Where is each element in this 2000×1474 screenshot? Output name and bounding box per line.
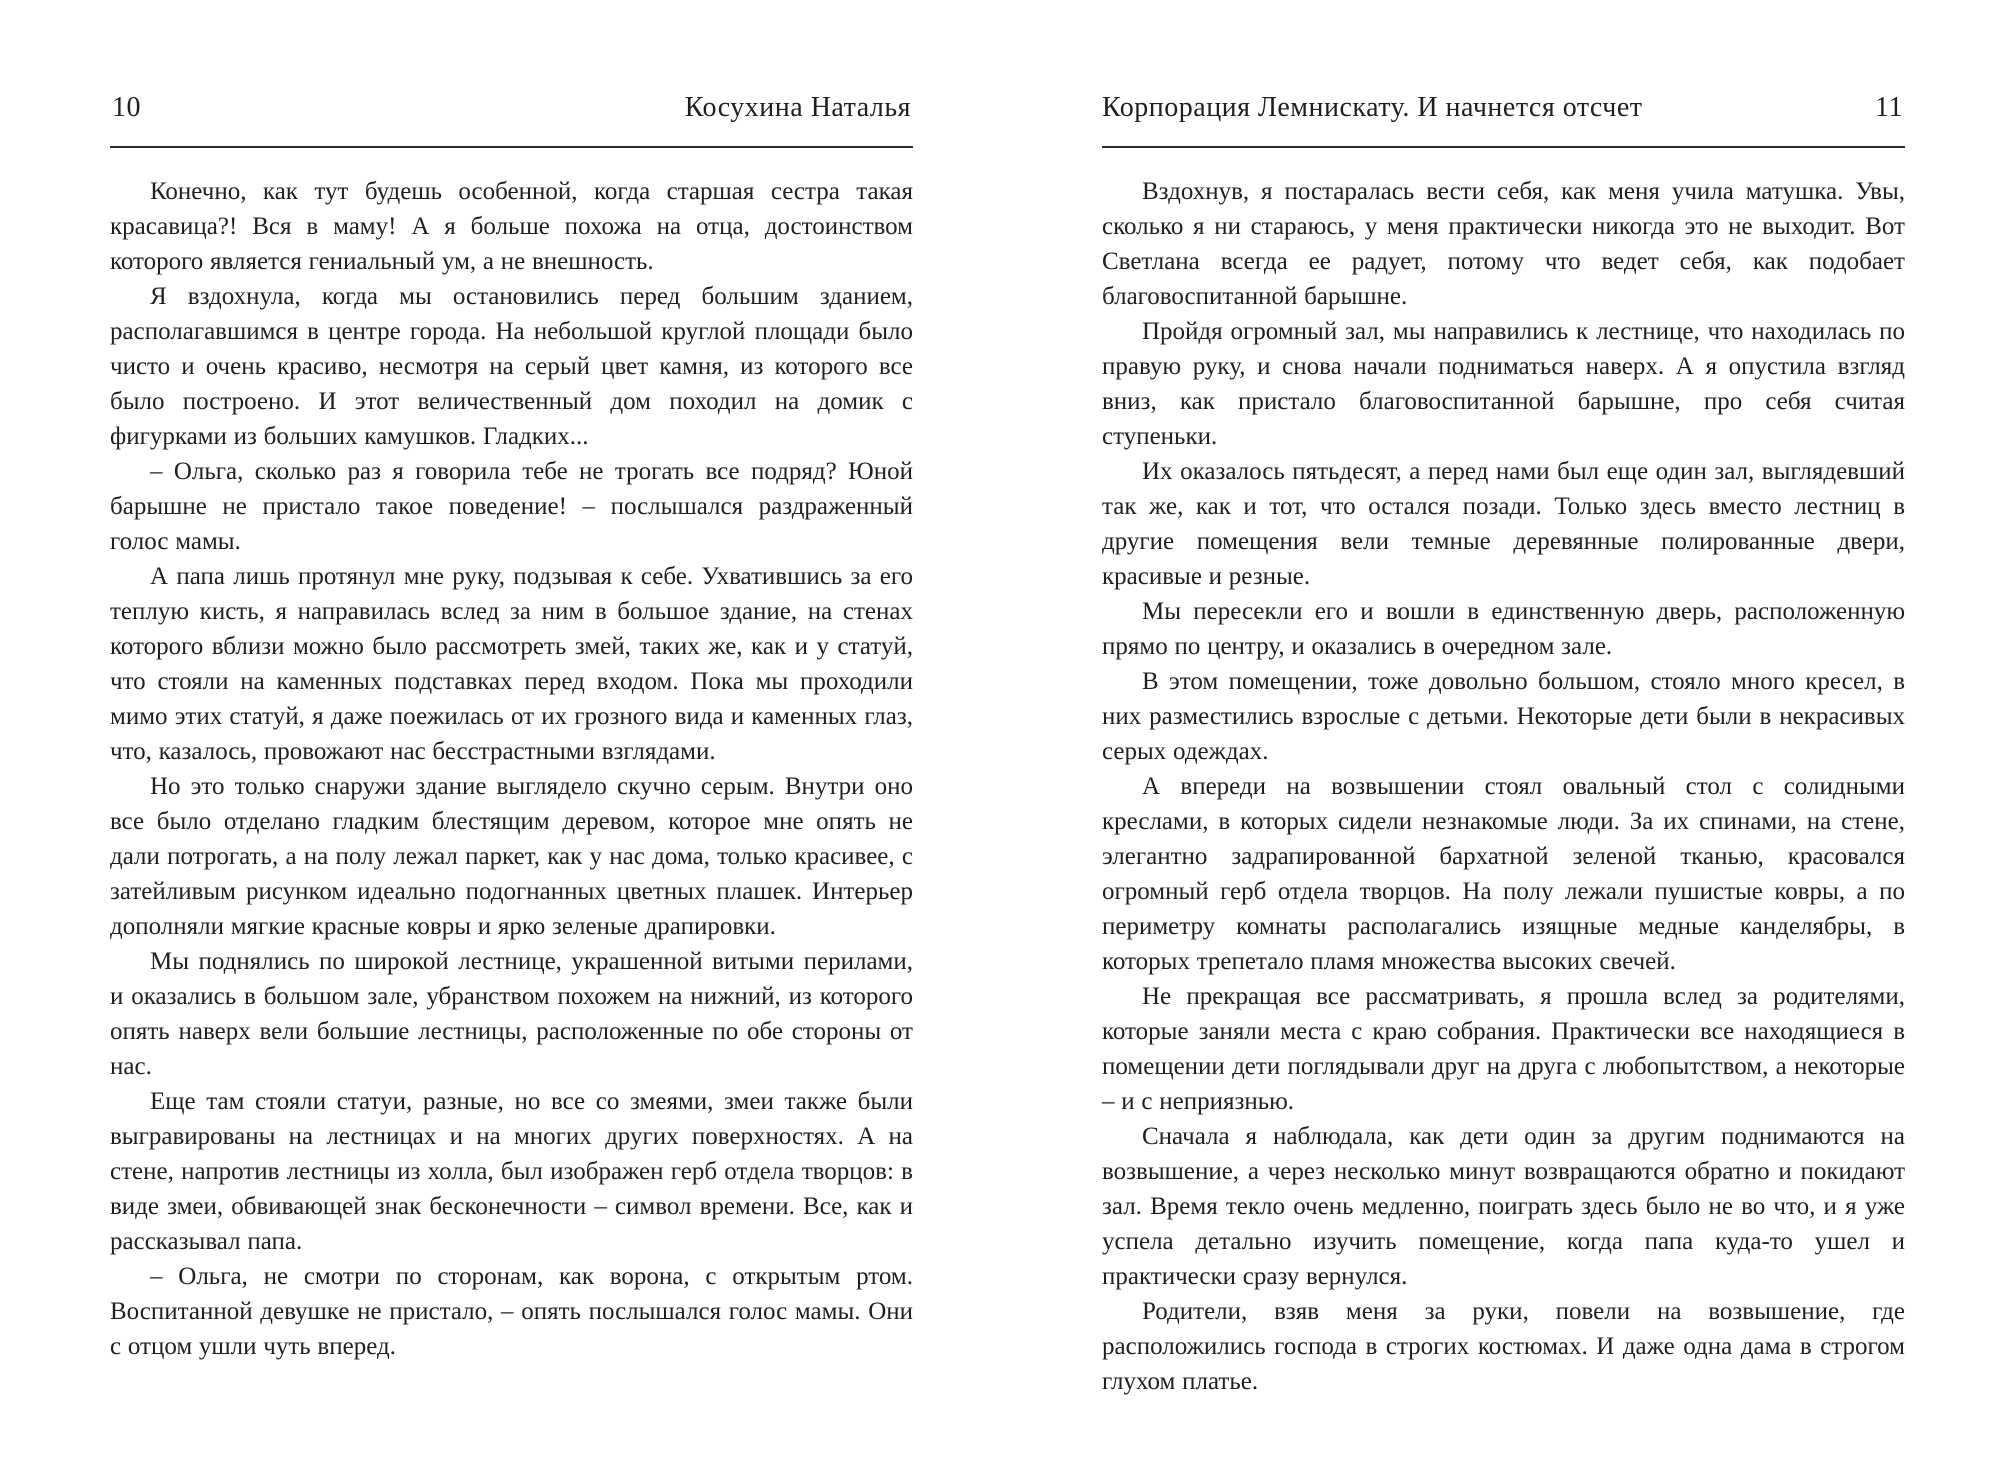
- left-page-body: [110, 174, 913, 1364]
- paragraph: Конечно, как тут будешь особенной, когда старшая сестра такая красавица?! Вся в маму! А я больше похожа на отца, достоинством которого является гениальный ум, а не внешность.: [110, 178, 913, 275]
- left-running-title: Косухина Наталья: [684, 92, 911, 123]
- left-header-rule: [110, 146, 913, 148]
- paragraph: А впереди на возвышении стоял овальный стол с солидными креслами, в которых сидели незнакомые люди. За их спинами, на стене, элегантно задрапированной бархатной зеленой тканью, красовался огромный герб отдела творцов. На полу лежали пушистые ковры, а по периметру комнаты располагались изящные медные канделябры, в которых трепетало пламя множества высоких свечей.: [1102, 773, 1905, 975]
- paragraph: Мы поднялись по широкой лестнице, украшенной витыми перилами, и оказались в большом зале, убранством похожем на нижний, из которого опять наверх вели большие лестницы, расположенные по обе стороны от нас.: [110, 948, 913, 1080]
- paragraph: Пройдя огромный зал, мы направились к лестнице, что находилась по правую руку, и снова начали подниматься наверх. А я опустила взгляд вниз, как пристало благовоспитанной барышне, про себя считая ступеньки.: [1102, 318, 1905, 450]
- paragraph: В этом помещении, тоже довольно большом, стояло много кресел, в них разместились взрослые с детьми. Некоторые дети были в некрасивых серых одеждах.: [1102, 668, 1905, 765]
- paragraph: Мы пересекли его и вошли в единственную дверь, расположенную прямо по центру, и оказались в очередном зале.: [1102, 598, 1905, 660]
- left-running-head: [110, 92, 913, 132]
- paragraph: Родители, взяв меня за руки, повели на возвышение, где расположились господа в строгих костюмах. И даже одна дама в строгом глухом платье.: [1102, 1298, 1905, 1395]
- right-running-title: Корпорация Лемнискату. И начнется отсчет: [1102, 92, 1643, 123]
- paragraph: Еще там стояли статуи, разные, но все со змеями, змеи также были выгравированы на лестницах и на многих других поверхностях. А на стене, напротив лестницы из холла, был изображен герб отдела творцов: в виде змеи, обвивающей знак бесконечности – символ времени. Все, как и рассказывал папа.: [110, 1088, 913, 1255]
- paragraph: Вздохнув, я постаралась вести себя, как меня учила матушка. Увы, сколько я ни стараюсь, у меня практически никогда это не выходит. Вот Светлана всегда ее радует, потому что ведет себя, как подобает благовоспитанной барышне.: [1102, 178, 1905, 310]
- paragraph: Их оказалось пятьдесят, а перед нами был еще один зал, выглядевший так же, как и тот, что остался позади. Только здесь вместо лестниц в другие помещения вели темные деревянные полированные двери, красивые и резные.: [1102, 458, 1905, 590]
- paragraph: Сначала я наблюдала, как дети один за другим поднимаются на возвышение, а через несколько минут возвращаются обратно и покидают зал. Время текло очень медленно, поиграть здесь было не во что, и я уже успела детально изучить помещение, когда папа куда-то ушел и практически сразу вернулся.: [1102, 1123, 1905, 1290]
- right-header-rule: [1102, 146, 1905, 148]
- right-page-body: [1102, 174, 1905, 1399]
- paragraph: Не прекращая все рассматривать, я прошла вслед за родителями, которые заняли места с краю собрания. Практически все находящиеся в помещении дети поглядывали друг на друга с любопытством, а некоторые – и с неприязнью.: [1102, 983, 1905, 1115]
- paragraph: Я вздохнула, когда мы остановились перед большим зданием, располагавшимся в центре города. На небольшой круглой площади было чисто и очень красиво, несмотря на серый цвет камня, из которого все было построено. И этот величественный дом походил на домик с фигурками из больших камушков. Гладких...: [110, 283, 913, 450]
- paragraph: Но это только снаружи здание выглядело скучно серым. Внутри оно все было отделано гладким блестящим деревом, которое мне опять не дали потрогать, а на полу лежал паркет, как у нас дома, только красивее, с затейливым рисунком идеально подогнанных цветных плашек. Интерьер дополняли мягкие красные ковры и ярко зеленые драпировки.: [110, 773, 913, 940]
- right-page-number: 11: [1875, 92, 1903, 123]
- right-page: [1102, 0, 1905, 1474]
- paragraph: – Ольга, сколько раз я говорила тебе не трогать все подряд? Юной барышне не пристало такое поведение! – послышался раздраженный голос мамы.: [110, 458, 913, 555]
- left-page-number: 10: [112, 92, 141, 123]
- left-page: [110, 0, 913, 1474]
- right-running-head: [1102, 92, 1905, 132]
- paragraph: А папа лишь протянул мне руку, подзывая к себе. Ухватившись за его теплую кисть, я направилась вслед за ним в большое здание, на стенах которого вблизи можно было рассмотреть змей, таких же, как и у статуй, что стояли на каменных подставках перед входом. Пока мы проходили мимо этих статуй, я даже поежилась от их грозного вида и каменных глаз, что, казалось, провожают нас бесстрастными взглядами.: [110, 563, 913, 765]
- paragraph: – Ольга, не смотри по сторонам, как ворона, с открытым ртом. Воспитанной девушке не пристало, – опять послышался голос мамы. Они с отцом ушли чуть вперед.: [110, 1263, 913, 1360]
